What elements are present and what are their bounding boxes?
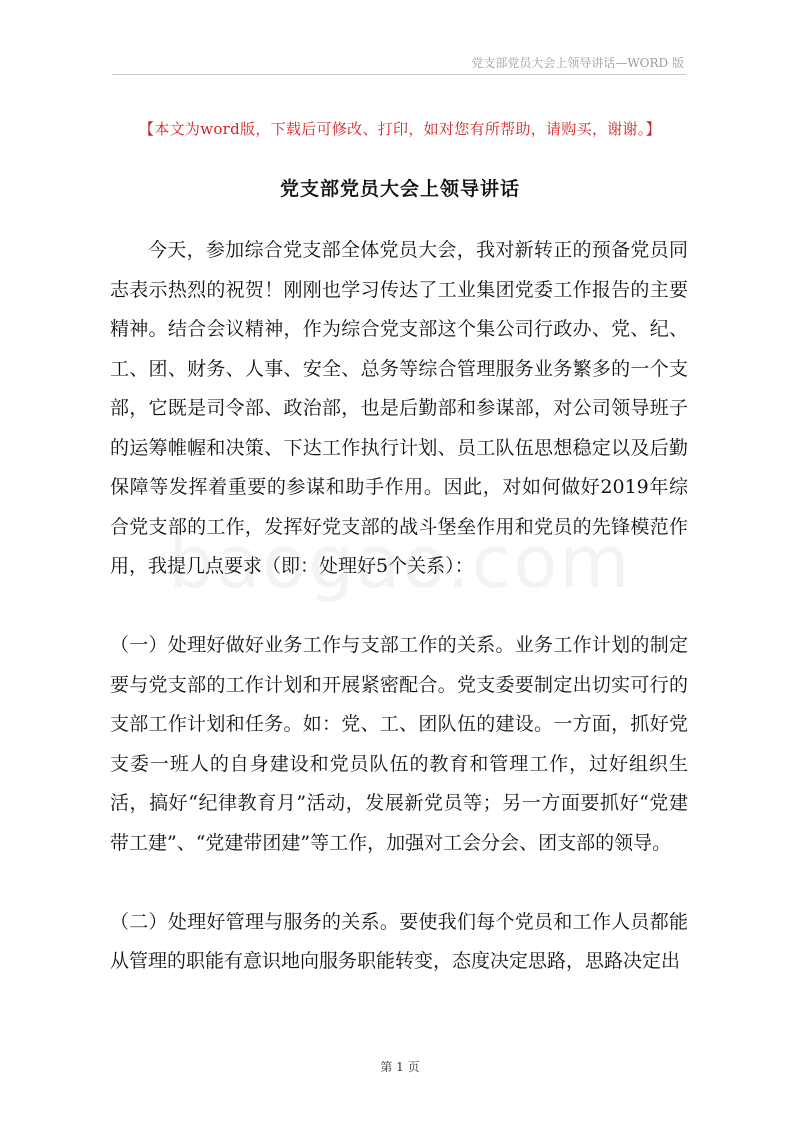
document-title: 党支部党员大会上领导讲话 [279,178,520,200]
paragraph-section-2: （二）处理好管理与服务的关系。要使我们每个党员和工作人员都能从管理的职能有意识地向服务职能转变，态度决定思路，思路决定出 [110,910,688,972]
header-divider [112,74,686,75]
page-number: 第 1 页 [380,1060,420,1074]
paragraph-section-1: （一）处理好做好业务工作与支部工作的关系。业务工作计划的制定要与党支部的工作计划和开展紧密配合。党支委要制定出切实可行的支部工作计划和任务。如：党、工、团队伍的建设。一方面，抓好党支委一班人的自身建设和党员队伍的教育和管理工作，过好组织生活，搞好“纪律教育月”活动，发展新党员等；另一方面要抓好“党建带工建”、“党建带团建”等工作，加强对工会分会、团支部的领导。 [110,634,688,854]
running-header: 党支部党员大会上领导讲话—WORD 版 [471,56,684,70]
paragraph-spacer [110,863,688,903]
paragraph-spacer [110,587,688,627]
document-body [110,231,688,982]
purchase-notice: 【本文为word版，下载后可修改、打印，如对您有所帮助，请购买，谢谢。】 [139,120,661,138]
paragraph-intro: 今天，参加综合党支部全体党员大会，我对新转正的预备党员同志表示热烈的祝贺！刚刚也学习传达了工业集团党委工作报告的主要精神。结合会议精神，作为综合党支部这个集公司行政办、党、纪、工、团、财务、人事、安全、总务等综合管理服务业务繁多的一个支部，它既是司令部、政治部，也是后勤部和参谋部，对公司领导班子的运筹帷幄和决策、下达工作执行计划、员工队伍思想稳定以及后勤保障等发挥着重要的参谋和助手作用。因此，对如何做好2019年综合党支部的工作，发挥好党支部的战斗堡垒作用和党员的先锋模范作用，我提几点要求（即：处理好5个关系）： [110,239,688,577]
